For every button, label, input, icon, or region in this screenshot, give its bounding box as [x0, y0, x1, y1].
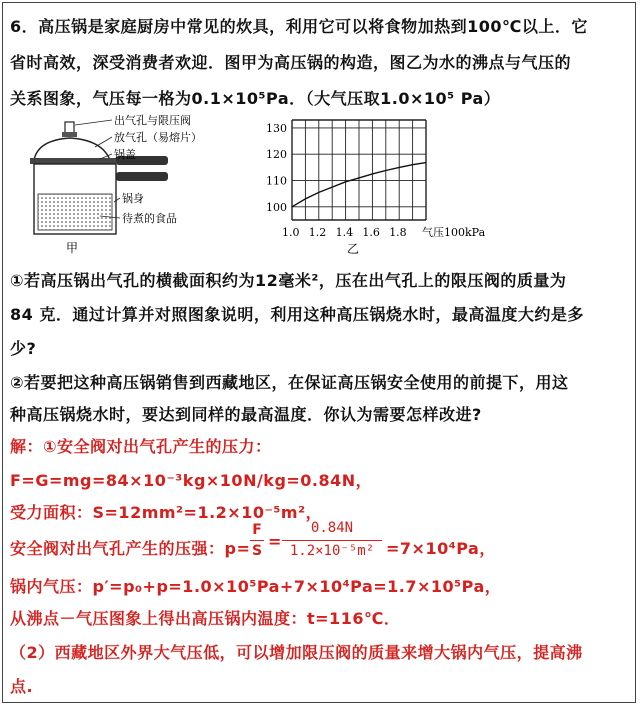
y-tick-label: 130	[266, 121, 287, 135]
solution-line-4-result: =7×10⁴Pa，	[386, 539, 496, 558]
q1-line-3: 少?	[10, 339, 37, 358]
label-body: 锅身	[122, 193, 144, 205]
q2-line-2: 种高压锅烧水时，要达到同样的最高温度．你认为需要怎样改进?	[10, 405, 482, 424]
frac-fs-bar	[250, 540, 264, 541]
chart-x-unit: 气压100kPa	[422, 226, 486, 239]
solution-line-4-prefix: 安全阀对出气孔产生的压强：p=	[10, 539, 251, 558]
x-tick-label: 1.2	[308, 226, 327, 239]
chart-grid	[292, 120, 426, 220]
x-tick-label: 1.6	[362, 226, 380, 239]
label-lid: 锅盖	[114, 149, 136, 161]
q1-line-1: ①若高压锅出气孔的横截面积约为12毫米²，压在出气孔上的限压阀的质量为	[10, 271, 567, 290]
caption-jia: 甲	[66, 241, 79, 255]
problem-line-1: 6．高压锅是家庭厨房中常见的炊具，利用它可以将食物加热到100℃以上．它	[10, 17, 588, 36]
q1-line-2: 84 克．通过计算并对照图象说明，利用这种高压锅烧水时，最高温度大约是多	[10, 305, 584, 324]
food-area	[38, 194, 112, 230]
solution-line-2: F=G=mg=84×10⁻³kg×10N/kg=0.84N，	[10, 471, 373, 490]
label-food: 待煮的食品	[122, 213, 177, 225]
y-tick-label: 120	[266, 148, 287, 162]
problem-line-3: 关系图象，气压每一格为0.1×10⁵Pa．（大气压取1.0×10⁵ Pa）	[10, 89, 501, 108]
label-vent-valve: 出气孔与限压阀	[114, 115, 191, 127]
x-tick-label: 1.8	[389, 226, 407, 239]
x-tick-label: 1.4	[335, 226, 354, 239]
boiling-point-chart	[262, 112, 492, 257]
chart-x-ticks	[282, 226, 407, 239]
solution-line-1: 解：①安全阀对出气孔产生的压力：	[10, 437, 272, 456]
solution-line-5: 锅内气压：p′=p₀+p=1.0×10⁵Pa+7×10⁴Pa=1.7×10⁵Pa，	[10, 577, 502, 596]
y-tick-label: 110	[266, 174, 287, 188]
frac-equals: =	[268, 532, 282, 551]
valve-base	[62, 132, 77, 137]
frac-value-bar	[282, 540, 382, 541]
x-tick-label: 1.0	[282, 226, 300, 239]
q2-line-1: ②若要把这种高压锅销售到西藏地区，在保证高压锅安全使用的前提下，用这	[10, 373, 569, 392]
label-release-hole: 放气孔（易熔片）	[114, 132, 202, 144]
pressure-cooker-figure	[20, 112, 235, 262]
frac-fs-numerator: F	[252, 522, 262, 538]
caption-yi: 乙	[347, 242, 360, 256]
frac-value-numerator: 0.84N	[310, 520, 354, 536]
y-tick-label: 100	[266, 200, 287, 214]
solution-line-3: 受力面积：S=12mm²=1.2×10⁻⁵m²，	[10, 503, 323, 522]
body-handle	[116, 172, 168, 181]
solution-line-7: （2）西藏地区外界大气压低，可以增加限压阀的质量来增大锅内气压，提高沸	[10, 643, 583, 662]
lid-rim	[30, 158, 116, 164]
frac-fs-denominator: S	[251, 543, 263, 559]
solution-line-6: 从沸点－气压图象上得出高压锅内温度：t=116℃．	[10, 609, 401, 628]
solution-line-8: 点.	[10, 677, 34, 696]
chart-y-ticks	[266, 122, 287, 214]
frac-value-denominator: 1.2×10⁻⁵m²	[289, 543, 375, 559]
lid-shape	[34, 138, 110, 160]
problem-line-2: 省时高效，深受消费者欢迎．图甲为高压锅的构造，图乙为水的沸点与气压的	[10, 53, 572, 72]
